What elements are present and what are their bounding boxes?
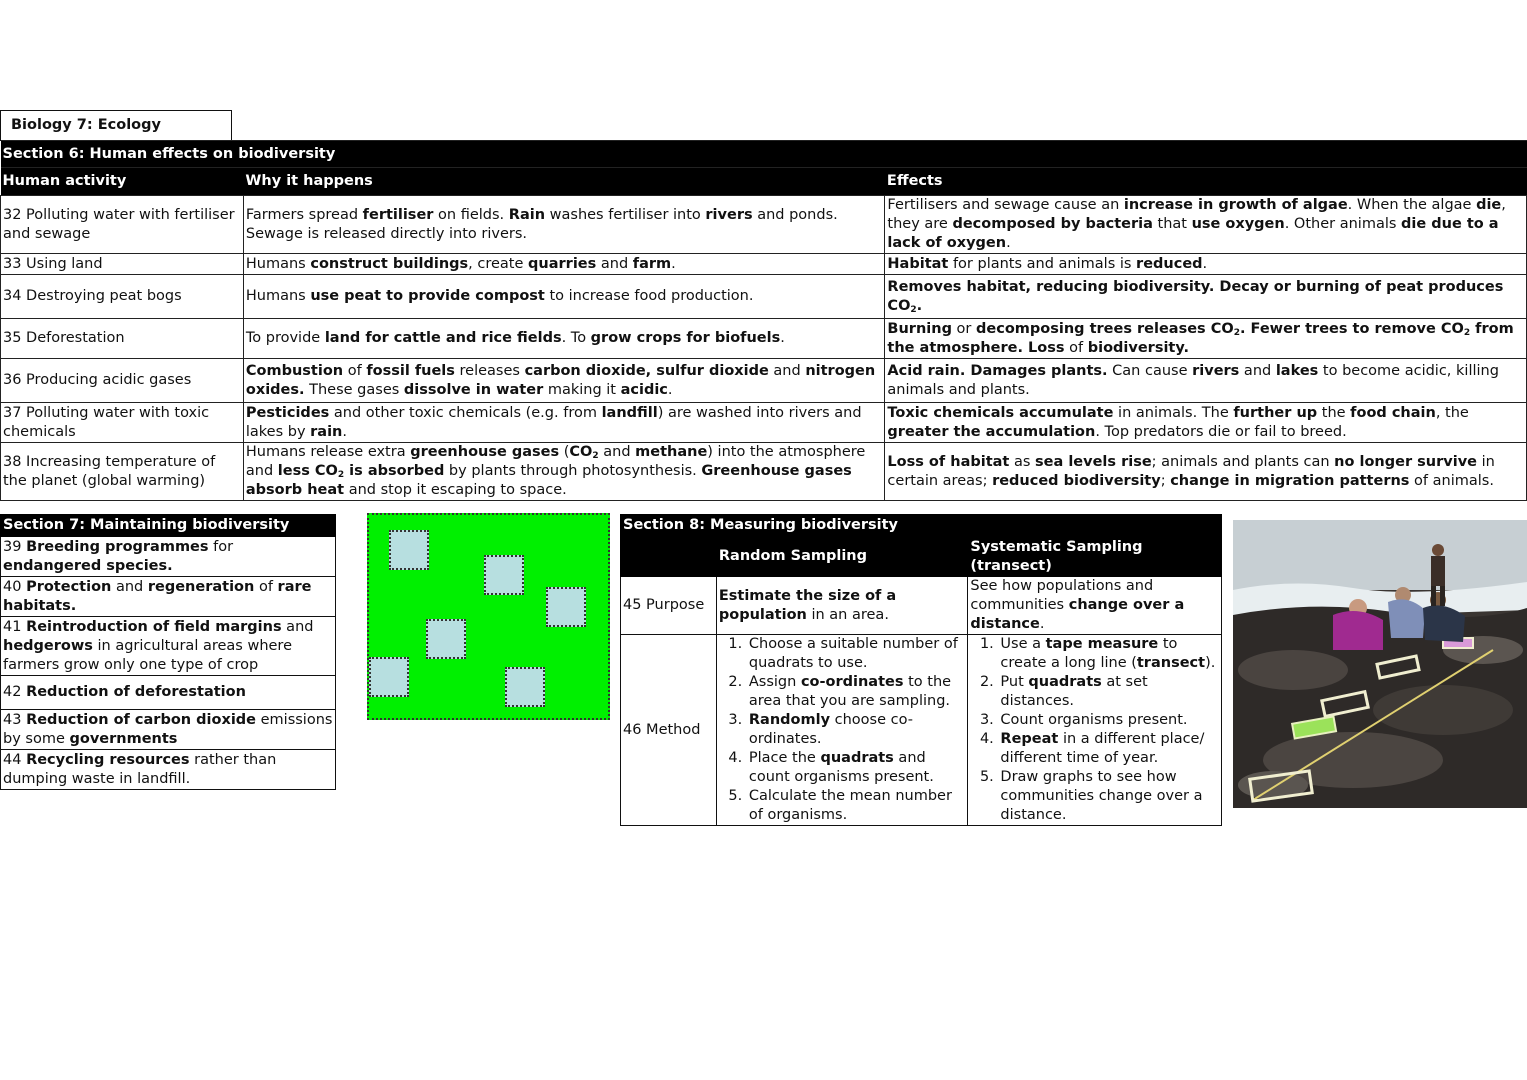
section7-item: 43 Reduction of carbon dioxide emissions by some governments: [1, 710, 336, 750]
col-human-activity: Human activity: [1, 168, 244, 196]
section6-cell-activity: 36 Producing acidic gases: [1, 359, 244, 403]
section6-cell-why: Humans release extra greenhouse gases ($CO_2$ and methane) into the atmosphere and less $CO_2$ is absorbed by plants through photosynthesis. Greenhouse gases absorb heat and stop it escaping to space.: [243, 443, 885, 501]
col-why-it-happens: Why it happens: [243, 168, 885, 196]
section6-cell-why: To provide land for cattle and rice fields. To grow crops for biofuels.: [243, 319, 885, 359]
col-systematic-sampling: Systematic Sampling (transect): [968, 537, 1222, 577]
page-title: Biology 7: Ecology: [0, 110, 232, 141]
section6-cell-activity: 37 Polluting water with toxic chemicals: [1, 403, 244, 443]
purpose-random: Estimate the size of a population in an area.: [716, 577, 968, 635]
section6-cell-why: Combustion of fossil fuels releases carbon dioxide, sulfur dioxide and nitrogen oxides. These gases dissolve in water making it acidic.: [243, 359, 885, 403]
section6-cell-activity: 38 Increasing temperature of the planet (global warming): [1, 443, 244, 501]
section6-cell-activity: 35 Deforestation: [1, 319, 244, 359]
section6-title: Section 6: Human effects on biodiversity: [1, 141, 1527, 168]
section6-cell-effects: Fertilisers and sewage cause an increase in growth of algae. When the algae die, they are decomposed by bacteria that use oxygen. Other animals die due to a lack of oxygen.: [885, 196, 1527, 254]
quadrat: [505, 667, 545, 707]
method-step: 3. Count organisms present.: [998, 711, 1219, 730]
method-step: 4. Place the quadrats and count organisms present.: [747, 749, 966, 787]
method-label: 46 Method: [621, 635, 717, 826]
section6-row: [1, 443, 1527, 501]
method-step: 1. Use a tape measure to create a long line (transect).: [998, 635, 1219, 673]
section6-cell-effects: Loss of habitat as sea levels rise; animals and plants can no longer survive in certain areas; reduced biodiversity; change in migration patterns of animals.: [885, 443, 1527, 501]
section6-cell-why: Humans use peat to provide compost to increase food production.: [243, 275, 885, 319]
section6-cell-effects: Removes habitat, reducing biodiversity. Decay or burning of peat produces $CO_2$.: [885, 275, 1527, 319]
section7-item: 40 Protection and regeneration of rare habitats.: [1, 577, 336, 617]
quadrat: [389, 530, 429, 570]
quadrat: [369, 657, 409, 697]
random-quadrats-figure: [367, 513, 610, 720]
section7-row: [1, 750, 336, 790]
section6-row: [1, 359, 1527, 403]
section6-cell-effects: Burning or decomposing trees releases $CO_2$. Fewer trees to remove $CO_2$ from the atmosphere. Loss of biodiversity.: [885, 319, 1527, 359]
col-random-sampling: Random Sampling: [716, 537, 968, 577]
section6-row: [1, 254, 1527, 275]
section7-item: 39 Breeding programmes for endangered species.: [1, 537, 336, 577]
transect-photo: [1233, 520, 1527, 808]
method-step: 5. Draw graphs to see how communities change over a distance.: [998, 768, 1219, 825]
method-step: 4. Repeat in a different place/ different time of year.: [998, 730, 1219, 768]
section6-row: [1, 403, 1527, 443]
quadrat: [484, 555, 524, 595]
section6-cell-activity: 32 Polluting water with fertiliser and sewage: [1, 196, 244, 254]
section8-blank-header: [621, 537, 717, 577]
section6-row: [1, 319, 1527, 359]
method-step: 3. Randomly choose co-ordinates.: [747, 711, 966, 749]
section7-row: [1, 710, 336, 750]
method-step: 1. Choose a suitable number of quadrats to use.: [747, 635, 966, 673]
quadrat: [426, 619, 466, 659]
section7-row: [1, 537, 336, 577]
section6-cell-why: Farmers spread fertiliser on fields. Rain washes fertiliser into rivers and ponds. Sewage is released directly into rivers.: [243, 196, 885, 254]
section6-cell-why: Pesticides and other toxic chemicals (e.g. from landfill) are washed into rivers and lakes by rain.: [243, 403, 885, 443]
section8-table: [620, 514, 1222, 826]
quadrat: [546, 587, 586, 627]
section6-cell-why: Humans construct buildings, create quarries and farm.: [243, 254, 885, 275]
section6-cell-effects: Habitat for plants and animals is reduced.: [885, 254, 1527, 275]
method-step: 2. Assign co-ordinates to the area that you are sampling.: [747, 673, 966, 711]
section7-item: 42 Reduction of deforestation: [1, 676, 336, 710]
section7-row: [1, 617, 336, 676]
section7-item: 41 Reintroduction of field margins and hedgerows in agricultural areas where farmers grow only one type of crop: [1, 617, 336, 676]
section6-table: [0, 140, 1527, 501]
section6-cell-activity: 33 Using land: [1, 254, 244, 275]
section6-cell-effects: Toxic chemicals accumulate in animals. The further up the food chain, the greater the accumulation. Top predators die or fail to breed.: [885, 403, 1527, 443]
section7-title: Section 7: Maintaining biodiversity: [1, 515, 336, 537]
method-step: 5. Calculate the mean number of organisms.: [747, 787, 966, 825]
section8-title: Section 8: Measuring biodiversity: [621, 515, 1222, 537]
section6-cell-activity: 34 Destroying peat bogs: [1, 275, 244, 319]
method-step: 2. Put quadrats at set distances.: [998, 673, 1219, 711]
purpose-label: 45 Purpose: [621, 577, 717, 635]
section6-row: [1, 196, 1527, 254]
section6-row: [1, 275, 1527, 319]
col-effects: Effects: [885, 168, 1527, 196]
transect-photo-image: [1233, 520, 1527, 808]
purpose-systematic: See how populations and communities change over a distance.: [968, 577, 1222, 635]
section7-item: 44 Recycling resources rather than dumping waste in landfill.: [1, 750, 336, 790]
method-systematic: [968, 635, 1222, 826]
section6-cell-effects: Acid rain. Damages plants. Can cause rivers and lakes to become acidic, killing animals and plants.: [885, 359, 1527, 403]
section7-row: [1, 676, 336, 710]
method-random: [716, 635, 968, 826]
section7-table: [0, 514, 336, 790]
section7-row: [1, 577, 336, 617]
